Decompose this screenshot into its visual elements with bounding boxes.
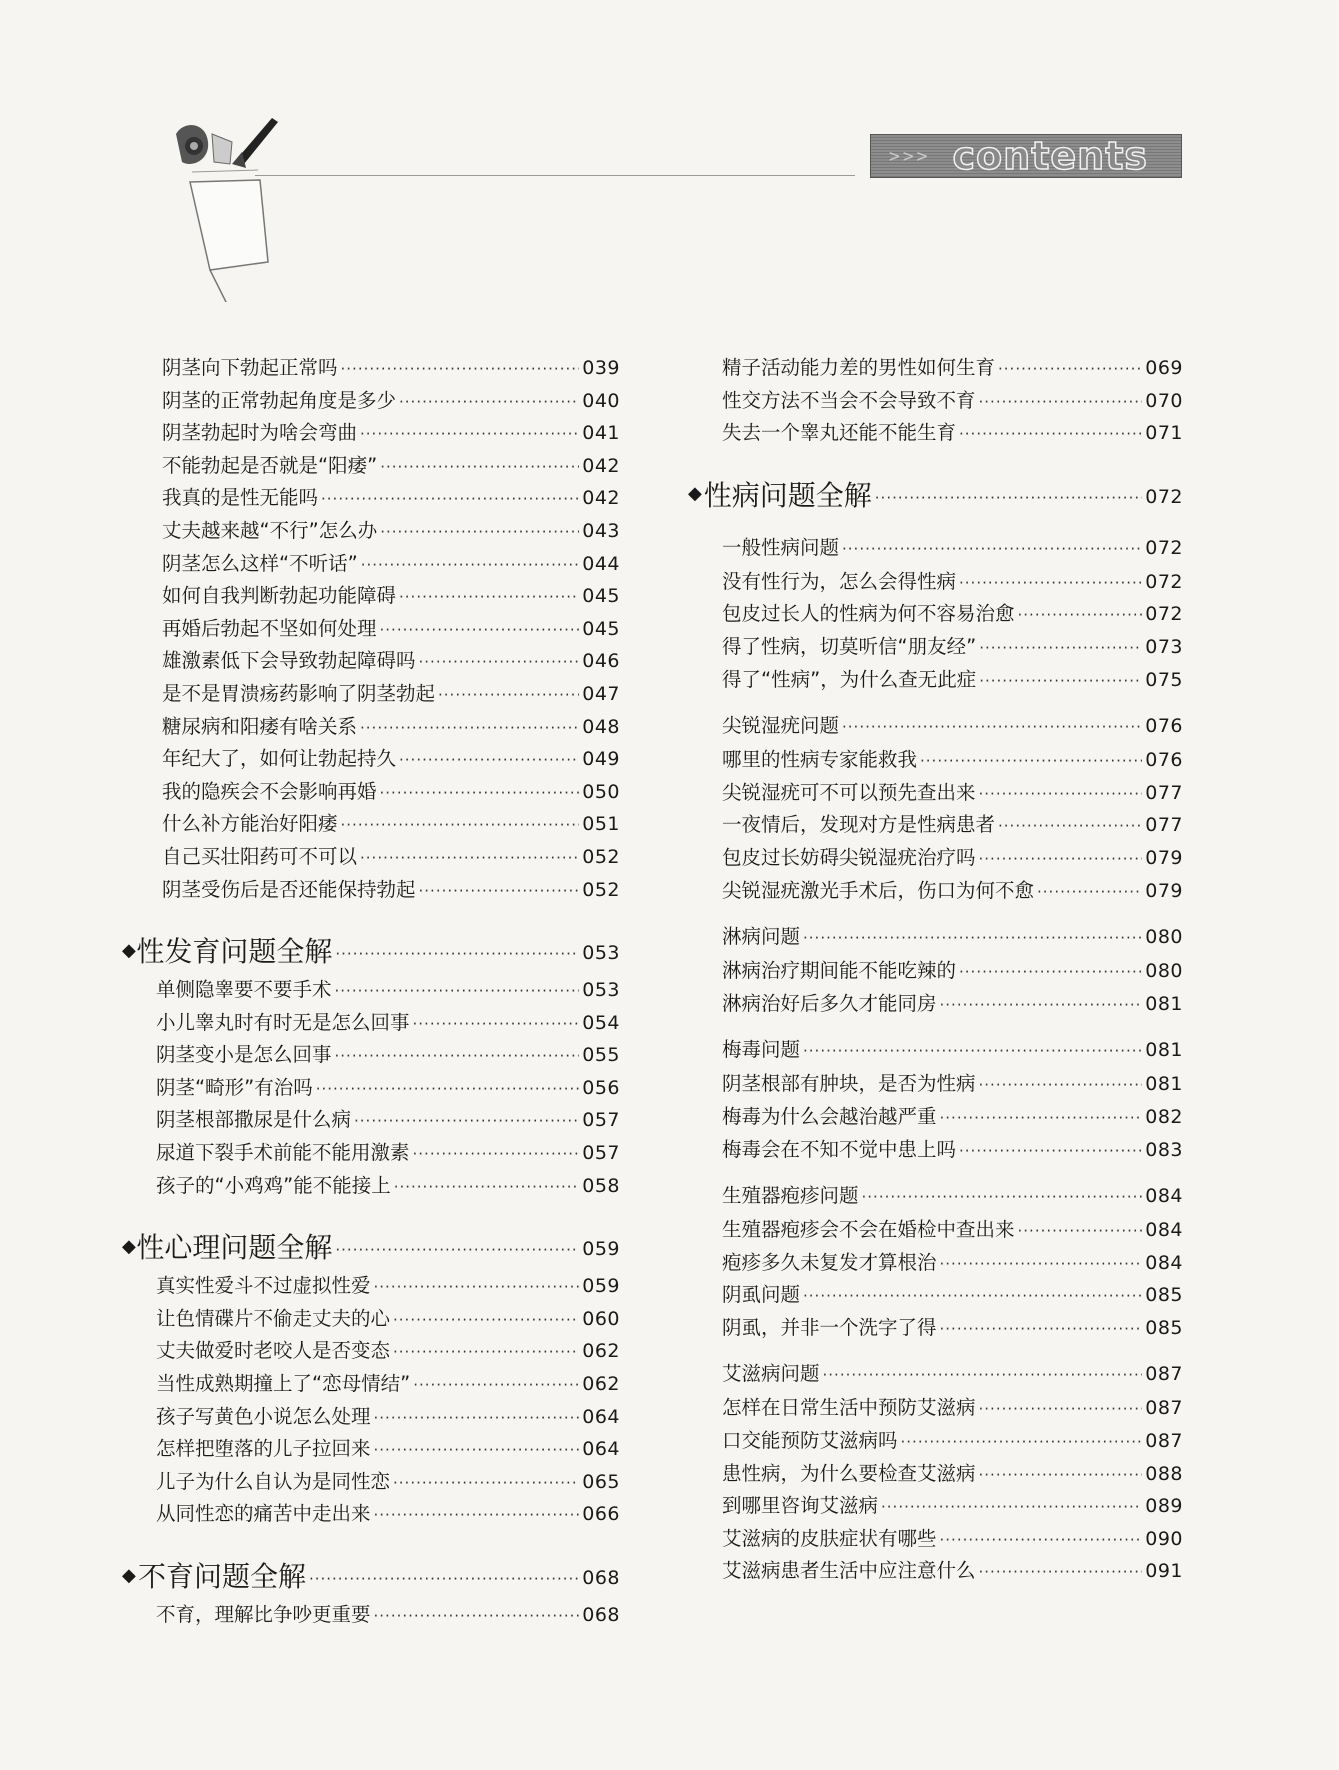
leader-dots	[419, 653, 580, 671]
toc-entry[interactable]	[122, 1335, 620, 1368]
toc-entry-title: 糖尿病和阳痿有啥关系	[162, 714, 358, 738]
toc-entry-page: 080	[1145, 926, 1183, 949]
diamond-bullet-icon: ◆	[122, 939, 136, 961]
toc-entry-title: 孩子的“小鸡鸡”能不能接上	[156, 1173, 391, 1197]
toc-entry-title: 没有性行为，怎么会得性病	[722, 569, 957, 593]
toc-entry-title: 梅毒会在不知不觉中患上吗	[722, 1137, 957, 1161]
toc-entry-page: 070	[1145, 389, 1183, 412]
toc-sub-heading[interactable]	[688, 1358, 1183, 1392]
leader-dots	[361, 556, 580, 574]
toc-entry[interactable]	[688, 955, 1183, 988]
toc-entry[interactable]	[122, 1498, 620, 1531]
leader-dots	[901, 1433, 1143, 1451]
toc-entry[interactable]	[688, 1392, 1183, 1425]
toc-entry-page: 068	[582, 1604, 620, 1626]
toc-entry[interactable]	[688, 744, 1183, 777]
toc-sub-heading[interactable]	[688, 921, 1183, 955]
toc-entry-page: 082	[1145, 1105, 1183, 1128]
leader-dots	[862, 1188, 1143, 1206]
toc-entry-title: 阴茎勃起时为啥会弯曲	[162, 421, 358, 445]
toc-entry-page: 047	[582, 682, 620, 705]
toc-entry-page: 039	[582, 357, 620, 379]
toc-entry[interactable]	[122, 1039, 620, 1072]
toc-entry-page: 087	[1145, 1397, 1183, 1420]
leader-dots	[309, 1570, 579, 1588]
leader-dots	[940, 996, 1143, 1014]
toc-entry-title: 年纪大了，如何让勃起持久	[162, 747, 397, 771]
toc-entry-page: 045	[582, 617, 620, 640]
toc-entry-title: 口交能预防艾滋病吗	[722, 1429, 898, 1453]
toc-entry-page: 042	[582, 487, 620, 510]
leader-dots	[316, 1080, 580, 1098]
leader-dots	[803, 1287, 1142, 1305]
toc-entry-title: 阴茎受伤后是否还能保持勃起	[162, 877, 416, 901]
toc-entry[interactable]	[122, 974, 620, 1007]
leader-dots	[360, 849, 579, 867]
toc-entry[interactable]	[122, 1104, 620, 1137]
leader-dots	[380, 458, 579, 476]
toc-entry-title: 丈夫越来越“不行”怎么办	[162, 518, 378, 542]
toc-entry-page: 060	[582, 1307, 620, 1330]
leader-dots	[399, 393, 579, 411]
leader-dots	[374, 1409, 580, 1427]
leader-dots	[940, 1320, 1143, 1338]
toc-entry-page: 057	[582, 1109, 620, 1132]
toc-sub-heading[interactable]	[688, 710, 1183, 744]
toc-entry-page: 057	[582, 1142, 620, 1165]
leader-dots	[1018, 606, 1143, 624]
leader-dots	[413, 1015, 580, 1033]
toc-entry-page: 075	[1145, 668, 1183, 691]
toc-entry[interactable]	[122, 1433, 620, 1466]
leader-dots	[920, 752, 1142, 770]
toc-entry[interactable]	[122, 1072, 620, 1105]
toc-entry[interactable]	[122, 385, 620, 418]
leader-dots	[940, 1531, 1143, 1549]
toc-sub-heading[interactable]	[688, 532, 1183, 566]
toc-entry[interactable]	[122, 515, 620, 548]
leader-dots	[380, 784, 580, 802]
leader-dots	[341, 360, 580, 378]
toc-entry-title: 梅毒问题	[722, 1038, 801, 1062]
toc-entry[interactable]	[688, 1312, 1183, 1345]
toc-entry-title: 梅毒为什么会越治越严重	[722, 1104, 937, 1128]
toc-entry-page: 088	[1145, 1462, 1183, 1485]
lighter-icon	[172, 112, 322, 302]
toc-entry-title: 淋病问题	[722, 925, 801, 949]
toc-entry-title: 尿道下裂手术前能不能用激素	[156, 1141, 410, 1165]
toc-sub-heading[interactable]	[688, 1180, 1183, 1214]
toc-entry[interactable]	[122, 645, 620, 678]
diamond-bullet-icon: ◆	[688, 483, 702, 505]
toc-entry-page: 072	[1145, 536, 1183, 559]
leader-dots	[374, 1607, 580, 1625]
leader-dots	[875, 489, 1142, 507]
leader-dots	[399, 588, 579, 606]
leader-dots	[399, 751, 579, 769]
leader-dots	[959, 425, 1142, 443]
toc-entry-title: 真实性爱斗不过虚拟性爱	[156, 1274, 371, 1298]
toc-entry-page: 069	[1145, 357, 1183, 379]
toc-entry-page: 052	[582, 845, 620, 868]
leader-dots	[842, 540, 1142, 558]
toc-entry[interactable]	[688, 664, 1183, 697]
leader-dots	[380, 621, 580, 639]
leader-dots	[998, 817, 1142, 835]
toc-entry-page: 072	[1145, 570, 1183, 593]
toc-entry-title: 阴虱，并非一个洗字了得	[722, 1315, 937, 1339]
leader-dots	[979, 1400, 1143, 1418]
toc-entry-title: 性发育问题全解	[136, 935, 333, 969]
toc-column-left	[122, 352, 620, 1632]
toc-entry-title: 淋病治疗期间能不能吃辣的	[722, 959, 957, 983]
toc-entry-page: 055	[582, 1044, 620, 1067]
toc-entry-page: 072	[1145, 485, 1183, 508]
toc-entry-title: 性心理问题全解	[136, 1231, 333, 1265]
toc-entry-page: 087	[1145, 1430, 1183, 1453]
toc-entry[interactable]	[688, 1458, 1183, 1491]
toc-entry-title: 到哪里咨询艾滋病	[722, 1494, 879, 1518]
toc-entry-page: 046	[582, 650, 620, 673]
toc-entry-title: 单侧隐睾要不要手术	[156, 978, 332, 1002]
leader-dots	[374, 1278, 580, 1296]
toc-entry[interactable]	[122, 1303, 620, 1336]
toc-entry-title: 孩子写黄色小说怎么处理	[156, 1404, 371, 1428]
toc-entry-page: 071	[1145, 422, 1183, 445]
leader-dots	[979, 639, 1142, 657]
toc-entry-page: 064	[582, 1438, 620, 1461]
toc-entry[interactable]	[122, 776, 620, 809]
toc-entry-page: 081	[1145, 1073, 1183, 1096]
toc-entry-title: 包皮过长妨碍尖锐湿疣治疗吗	[722, 845, 976, 869]
toc-entry-title: 我的隐疾会不会影响再婚	[162, 779, 377, 803]
toc-entry-page: 091	[1145, 1560, 1183, 1583]
leader-dots	[354, 1112, 579, 1130]
toc-entry[interactable]	[122, 711, 620, 744]
toc-sub-heading[interactable]	[688, 1034, 1183, 1068]
leader-dots	[335, 1047, 580, 1065]
toc-entry-page: 051	[582, 813, 620, 836]
toc-entry-title: 不能勃起是否就是“阳痿”	[162, 453, 378, 477]
toc-entry-title: 阴茎怎么这样“不听话”	[162, 551, 358, 575]
toc-entry[interactable]	[688, 1279, 1183, 1312]
toc-entry-title: 性交方法不当会不会导致不育	[722, 388, 976, 412]
toc-entry[interactable]	[688, 385, 1183, 418]
toc-entry-page: 080	[1145, 960, 1183, 983]
toc-entry-page: 066	[582, 1503, 620, 1526]
toc-part-heading[interactable]	[122, 1551, 620, 1599]
leader-dots	[393, 1474, 579, 1492]
toc-entry[interactable]	[688, 631, 1183, 664]
toc-entry[interactable]	[122, 678, 620, 711]
toc-entry-title: 阴茎的正常勃起角度是多少	[162, 388, 397, 412]
leader-dots	[419, 882, 580, 900]
leader-dots	[979, 672, 1142, 690]
toc-entry-title: 当性成熟期撞上了“恋母情结”	[156, 1372, 411, 1396]
toc-entry-title: 不育问题全解	[137, 1560, 306, 1593]
toc-entry-page: 058	[582, 1174, 620, 1197]
leader-dots	[998, 360, 1142, 378]
toc-entry[interactable]	[122, 580, 620, 613]
toc-entry-page: 062	[582, 1340, 620, 1363]
toc-entry-title: 艾滋病问题	[722, 1362, 820, 1386]
leader-dots	[803, 929, 1142, 947]
toc-entry[interactable]	[122, 613, 620, 646]
toc-entry[interactable]	[122, 450, 620, 483]
toc-entry-page: 045	[582, 585, 620, 608]
toc-column-right	[688, 352, 1183, 1588]
toc-entry-title: 得了“性病”，为什么查无此症	[722, 667, 977, 691]
toc-entry[interactable]	[688, 352, 1183, 385]
toc-entry-title: 阴茎向下勃起正常吗	[162, 356, 338, 379]
toc-entry-page: 056	[582, 1076, 620, 1099]
toc-entry-page: 040	[582, 389, 620, 412]
leader-dots	[335, 1241, 579, 1259]
toc-entry-page: 084	[1145, 1185, 1183, 1208]
toc-entry-page: 087	[1145, 1363, 1183, 1386]
toc-entry-page: 081	[1145, 992, 1183, 1015]
toc-entry[interactable]	[688, 875, 1183, 908]
toc-entry-title: 包皮过长人的性病为何不容易治愈	[722, 602, 1015, 626]
toc-entry-page: 049	[582, 748, 620, 771]
toc-entry-title: 雄激素低下会导致勃起障碍吗	[162, 649, 416, 673]
leader-dots	[1037, 883, 1142, 901]
toc-entry-page: 076	[1145, 749, 1183, 772]
toc-entry[interactable]	[688, 1214, 1183, 1247]
toc-entry-title: 艾滋病的皮肤症状有哪些	[722, 1526, 937, 1550]
toc-entry-page: 085	[1145, 1316, 1183, 1339]
toc-entry-page: 084	[1145, 1219, 1183, 1242]
toc-entry[interactable]	[122, 1137, 620, 1170]
leader-dots	[374, 1506, 580, 1524]
contents-banner	[870, 134, 1182, 178]
toc-entry-page: 062	[582, 1373, 620, 1396]
toc-entry-title: 疱疹多久未复发才算根治	[722, 1250, 937, 1274]
toc-part-heading[interactable]	[688, 470, 1183, 518]
toc-entry-page: 079	[1145, 846, 1183, 869]
toc-entry[interactable]	[122, 1466, 620, 1499]
toc-entry-page: 059	[582, 1275, 620, 1298]
toc-entry[interactable]	[122, 417, 620, 450]
toc-entry-title: 哪里的性病专家能救我	[722, 748, 918, 772]
toc-entry[interactable]	[688, 1068, 1183, 1101]
toc-entry-title: 小儿睾丸时有时无是怎么回事	[156, 1010, 410, 1034]
leader-dots	[413, 1376, 579, 1394]
leader-dots	[360, 719, 579, 737]
toc-entry-title: 丈夫做爱时老咬人是否变态	[156, 1339, 391, 1363]
toc-entry[interactable]	[688, 566, 1183, 599]
toc-part-heading[interactable]	[122, 1222, 620, 1270]
leader-dots	[393, 1311, 579, 1329]
toc-entry-title: 性病问题全解	[703, 478, 872, 512]
toc-entry-title: 尖锐湿疣可不可以预先查出来	[722, 780, 976, 804]
toc-entry-title: 阴茎根部有肿块，是否为性病	[722, 1072, 976, 1096]
toc-entry-title: 尖锐湿疣问题	[722, 714, 840, 738]
toc-entry[interactable]	[688, 1134, 1183, 1167]
leader-dots	[341, 816, 580, 834]
toc-entry-page: 065	[582, 1470, 620, 1493]
toc-entry-title: 再婚后勃起不坚如何处理	[162, 616, 377, 640]
toc-entry-title: 患性病，为什么要检查艾滋病	[722, 1461, 976, 1485]
leader-dots	[940, 1109, 1143, 1127]
toc-entry-title: 得了性病，切莫听信“朋友经”	[722, 634, 977, 658]
leader-dots	[959, 963, 1142, 981]
leader-dots	[438, 686, 579, 704]
toc-entry[interactable]	[688, 777, 1183, 810]
toc-entry-page: 077	[1145, 781, 1183, 804]
toc-entry-page: 041	[582, 422, 620, 445]
leader-dots	[959, 574, 1142, 592]
toc-entry-page: 084	[1145, 1251, 1183, 1274]
toc-entry[interactable]	[122, 743, 620, 776]
toc-entry-page: 044	[582, 552, 620, 575]
toc-entry-title: 怎样在日常生活中预防艾滋病	[722, 1396, 976, 1420]
toc-entry-page: 050	[582, 780, 620, 803]
leader-dots	[360, 425, 579, 443]
leader-dots	[979, 785, 1143, 803]
toc-entry[interactable]	[688, 1523, 1183, 1556]
toc-entry[interactable]	[688, 417, 1183, 450]
toc-entry-title: 艾滋病患者生活中应注意什么	[722, 1559, 976, 1583]
toc-entry-title: 从同性恋的痛苦中走出来	[156, 1502, 371, 1526]
toc-entry[interactable]	[688, 842, 1183, 875]
toc-entry-page: 089	[1145, 1495, 1183, 1518]
toc-entry-page: 059	[582, 1238, 620, 1261]
toc-entry-title: 什么补方能治好阳痿	[162, 812, 338, 836]
toc-entry[interactable]	[122, 1270, 620, 1303]
leader-dots	[979, 850, 1143, 868]
leader-dots	[823, 1366, 1143, 1384]
toc-entry[interactable]	[688, 1425, 1183, 1458]
header-rule	[255, 175, 855, 176]
toc-entry-title: 一夜情后，发现对方是性病患者	[722, 813, 996, 837]
toc-entry-title: 生殖器疱疹问题	[722, 1184, 859, 1208]
leader-dots	[394, 1178, 580, 1196]
toc-entry-title: 阴茎根部撒尿是什么病	[156, 1108, 352, 1132]
toc-entry-page: 053	[582, 942, 620, 965]
toc-entry-page: 068	[582, 1567, 620, 1589]
toc-entry[interactable]	[122, 841, 620, 874]
toc-entry[interactable]	[122, 1368, 620, 1401]
leader-dots	[979, 1563, 1143, 1581]
leader-dots	[979, 393, 1143, 411]
toc-entry[interactable]	[122, 874, 620, 907]
toc-entry[interactable]	[122, 1007, 620, 1040]
banner-title: contents	[952, 134, 1148, 178]
toc-entry[interactable]	[688, 809, 1183, 842]
toc-entry-title: 怎样把堕落的儿子拉回来	[156, 1437, 371, 1461]
toc-entry-title: 精子活动能力差的男性如何生育	[722, 356, 996, 379]
toc-entry[interactable]	[688, 1490, 1183, 1523]
toc-entry-title: 阴茎“畸形”有治吗	[156, 1075, 313, 1099]
toc-entry[interactable]	[688, 1247, 1183, 1280]
leader-dots	[321, 490, 579, 508]
toc-entry-page: 079	[1145, 879, 1183, 902]
toc-entry-title: 阴虱问题	[722, 1283, 801, 1307]
toc-entry[interactable]	[122, 808, 620, 841]
toc-entry-page: 054	[582, 1011, 620, 1034]
banner-arrows: >>>	[889, 145, 931, 167]
toc-entry-page: 083	[1145, 1138, 1183, 1161]
toc-entry-page: 072	[1145, 603, 1183, 626]
toc-entry-page: 042	[582, 454, 620, 477]
toc-entry-page: 043	[582, 519, 620, 542]
toc-entry-page: 076	[1145, 715, 1183, 738]
diamond-bullet-icon: ◆	[122, 1235, 136, 1257]
leader-dots	[413, 1145, 580, 1163]
leader-dots	[335, 982, 580, 1000]
diamond-bullet-icon: ◆	[122, 1564, 136, 1586]
toc-entry-title: 如何自我判断勃起功能障碍	[162, 584, 397, 608]
toc-entry-page: 090	[1145, 1527, 1183, 1550]
toc-entry-title: 阴茎变小是怎么回事	[156, 1043, 332, 1067]
toc-entry-title: 失去一个睾丸还能不能生育	[722, 421, 957, 445]
toc-entry[interactable]	[122, 482, 620, 515]
toc-entry[interactable]	[688, 1555, 1183, 1588]
leader-dots	[803, 1042, 1142, 1060]
leader-dots	[940, 1255, 1143, 1273]
toc-entry-title: 儿子为什么自认为是同性恋	[156, 1469, 391, 1493]
toc-entry-page: 073	[1145, 635, 1183, 658]
toc-entry-page: 053	[582, 979, 620, 1002]
toc-entry-title: 生殖器疱疹会不会在婚检中查出来	[722, 1218, 1015, 1242]
toc-entry[interactable]	[122, 1401, 620, 1434]
toc-entry-page: 048	[582, 715, 620, 738]
toc-entry-page: 064	[582, 1405, 620, 1428]
toc-entry[interactable]	[122, 352, 620, 385]
toc-entry-title: 一般性病问题	[722, 535, 840, 559]
leader-dots	[335, 945, 579, 963]
toc-entry-title: 淋病治好后多久才能同房	[722, 991, 937, 1015]
toc-entry-page: 081	[1145, 1039, 1183, 1062]
toc-entry-title: 不育，理解比争吵更重要	[156, 1603, 371, 1626]
toc-entry-title: 是不是胃溃疡药影响了阴茎勃起	[162, 681, 436, 705]
toc-entry-page: 077	[1145, 814, 1183, 837]
toc-entry[interactable]	[688, 988, 1183, 1021]
toc-entry-title: 尖锐湿疣激光手术后，伤口为何不愈	[722, 878, 1035, 902]
leader-dots	[393, 1343, 579, 1361]
toc-entry[interactable]	[122, 548, 620, 581]
toc-entry-title: 我真的是性无能吗	[162, 486, 319, 510]
toc-entry[interactable]	[688, 598, 1183, 631]
leader-dots	[979, 1466, 1143, 1484]
toc-entry-page: 085	[1145, 1284, 1183, 1307]
toc-entry-title: 让色情碟片不偷走丈夫的心	[156, 1306, 391, 1330]
leader-dots	[1018, 1222, 1143, 1240]
leader-dots	[374, 1441, 580, 1459]
toc-entry[interactable]	[122, 1599, 620, 1632]
toc-entry-page: 052	[582, 878, 620, 901]
leader-dots	[881, 1498, 1142, 1516]
toc-entry[interactable]	[122, 1170, 620, 1203]
leader-dots	[979, 1076, 1143, 1094]
toc-part-heading[interactable]	[122, 926, 620, 974]
leader-dots	[959, 1142, 1142, 1160]
toc-entry[interactable]	[688, 1101, 1183, 1134]
leader-dots	[842, 718, 1142, 736]
toc-entry-title: 自己买壮阳药可不可以	[162, 844, 358, 868]
leader-dots	[380, 523, 579, 541]
